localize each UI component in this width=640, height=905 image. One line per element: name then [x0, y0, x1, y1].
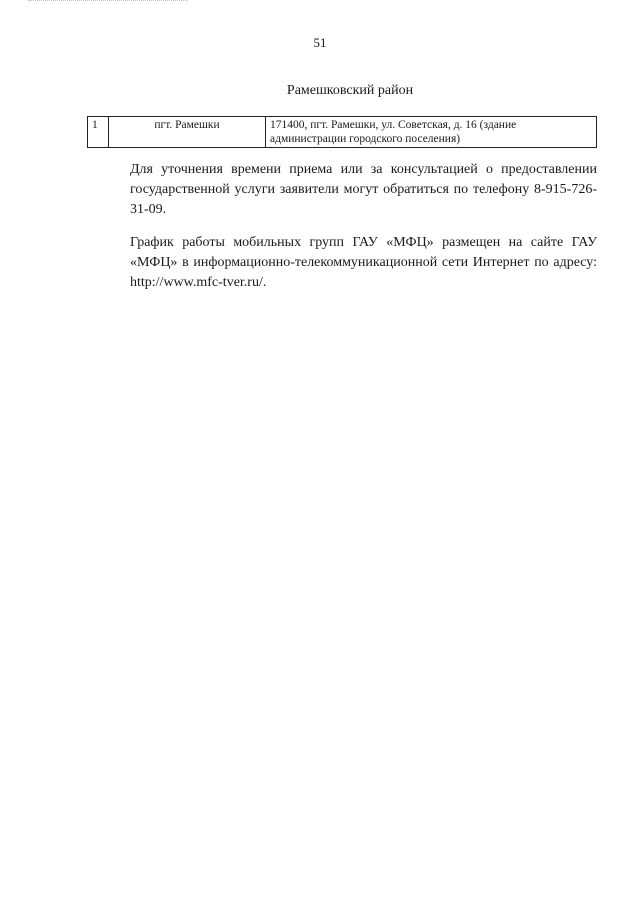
locations-table	[87, 116, 597, 148]
row-number-cell: 1	[88, 117, 109, 148]
schedule-paragraph	[87, 233, 597, 293]
page-number: 51	[313, 35, 327, 50]
contact-paragraph	[87, 160, 597, 220]
contact-paragraph-text: Для уточнения времени приема или за консультацией о предоставлении государственной услуги заявители могут обратиться по телефону 8-915-726-31-09.	[130, 162, 597, 217]
district-title: Рамешковский район	[286, 83, 414, 98]
scan-artifact	[28, 0, 188, 4]
place-cell: пгт. Рамешки	[109, 117, 266, 148]
schedule-paragraph-text: График работы мобильных групп ГАУ «МФЦ» размещен на сайте ГАУ «МФЦ» в информационно-телекоммуникационной сети Интернет по адресу: http://www.mfc-tver.ru/.	[130, 235, 597, 290]
address-cell: 171400, пгт. Рамешки, ул. Советская, д. 16 (здание администрации городского поселения)	[266, 117, 597, 148]
table-row	[88, 117, 597, 148]
